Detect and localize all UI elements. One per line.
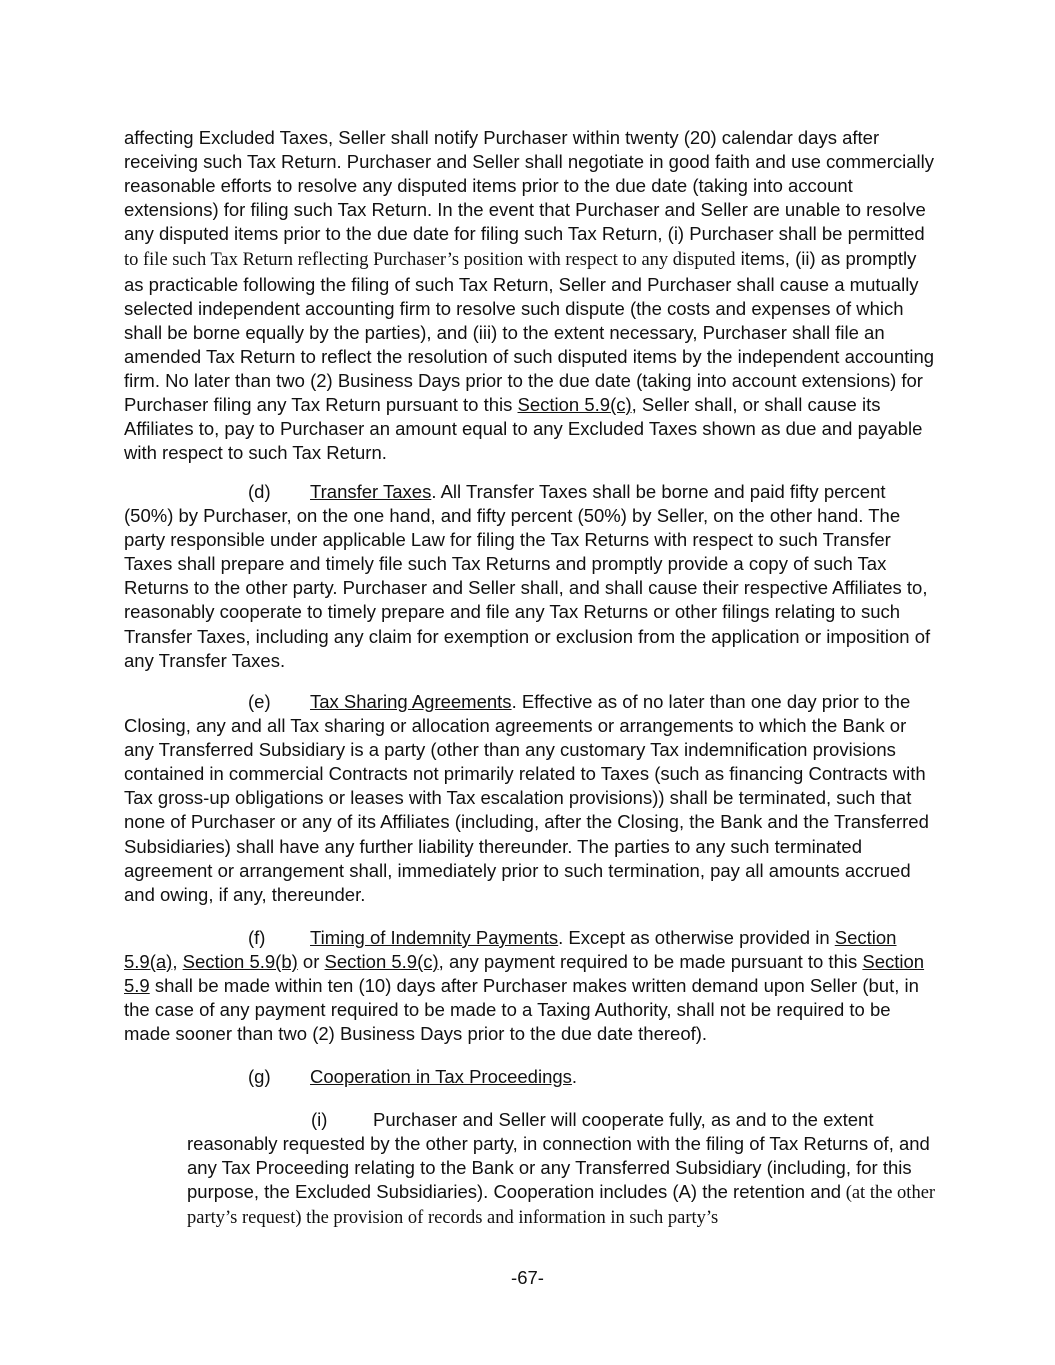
page-number: -67- [511,1267,544,1288]
section-heading-transfer-taxes: Transfer Taxes [310,481,432,502]
paragraph-cooperation-subsection-i [187,1108,937,1230]
section-reference-5-9-c: Section 5.9(c) [324,951,439,973]
paragraph-cooperation-in-tax-proceedings [248,1065,1055,1089]
section-reference-5-9-b: Section 5.9(b) [182,951,298,973]
section-heading-cooperation-in-tax-proceedings: Cooperation in Tax Proceedings [310,1066,572,1087]
section-label-f: (f) [248,927,266,948]
section-heading-timing-of-indemnity-payments: Timing of Indemnity Payments [310,927,559,948]
section-g-i-text-part-1: Purchaser and Seller will cooperate fully, as and to the extent reasonably requested by the other party, in connection with the filing of Tax Returns of, and any Tax Proceeding relating to the Bank or any Transferred Subsidiary (including, for this purpose, the Excluded Subsidiaries). Cooperation includes (A) the retention and [187,1109,930,1203]
intro-text-part-1: affecting Excluded Taxes, Seller shall notify Purchaser within twenty (20) calendar days after receiving such Tax Return. Purchaser and Seller shall negotiate in good faith and use commercially reasonable efforts to resolve any disputed items prior to the due date (taking into account extensions) for filing such Tax Return. In the event that Purchaser and Seller are unable to resolve any disputed items prior to the due date for filing such Tax Return, (i) Purchaser shall be permitted [124,127,934,245]
section-d-text: . All Transfer Taxes shall be borne and paid fifty percent (50%) by Purchaser, on the one hand, and fifty percent (50%) by Seller, on the other hand. The party responsible under applicable Law for filing the Tax Returns with respect to such Transfer Taxes shall prepare and timely file such Tax Returns and promptly provide a copy of such Tax Returns to the other party. Purchaser and Seller shall, and shall cause their respective Affiliates to, reasonably cooperate to timely prepare and file any Tax Returns or other filings relating to such Transfer Taxes, including any claim for exemption or exclusion from the application or imposition of any Transfer Taxes. [124,481,931,671]
section-f-text-part-3: shall be made within ten (10) days after Purchaser makes written demand upon Seller (but, in the case of any payment required to be made to a Taxing Authority, shall not be required to be made sooner than two (2) Business Days prior to the due date thereof). [124,975,919,1045]
section-g-i-text-part-2: (at the other party’s request) the provision of records and information in such party’s [187,1183,936,1229]
section-reference-5-9-a: Section 5.9(a) [124,927,897,973]
paragraph-transfer-taxes [124,480,936,673]
intro-text-part-3: items, (ii) as promptly as practicable following the filing of such Tax Return, Seller and Purchaser shall cause a mutually selected independent accounting firm to resolve such dispute (the costs and expenses of which shall be borne equally by the parties), and (iii) to the extent necessary, Purchaser shall file an amended Tax Return to reflect the resolution of such disputed items by the independent accounting firm. No later than two (2) Business Days prior to the due date (taking into account extensions) for Purchaser filing any Tax Return pursuant to this [124,248,935,416]
section-reference-5-9-c: Section 5.9(c) [517,394,632,416]
paragraph-tax-sharing-agreements [124,690,936,907]
paragraph-timing-of-indemnity-payments [124,926,936,1046]
section-f-text-part-2: , any payment required to be made pursuant to this [438,951,863,973]
intro-text-part-2: to file such Tax Return reflecting Purchaser’s position with respect to any disputed [124,250,736,271]
section-label-g: (g) [248,1066,271,1087]
section-label-g-i: (i) [311,1109,328,1130]
section-e-text: . Effective as of no later than one day prior to the Closing, any and all Tax sharing or allocation agreements or arrangements to which the Bank or any Transferred Subsidiary is a party (other than any customary Tax indemnification provisions contained in commercial Contracts not primarily related to Taxes (such as financing Contracts with Tax gross-up obligations or leases with Tax escalation provisions)) shall be terminated, such that none of Purchaser or any of its Affiliates (including, after the Closing, the Bank and the Transferred Subsidiaries) shall have any further liability thereunder. The parties to any such terminated agreement or arrangement shall, immediately prior to such termination, pay all amounts accrued and owing, if any, thereunder. [124,691,929,905]
paragraph-continuation [124,126,936,465]
section-f-separator-1: , [172,951,183,973]
intro-text-part-4: , Seller shall, or shall cause its Affiliates to, pay to Purchaser an amount equal to any Excluded Taxes shown as due and payable with respect to such Tax Return. [124,394,923,464]
section-f-text-part-1: . Except as otherwise provided in [558,927,835,948]
section-label-e: (e) [248,691,271,712]
section-label-d: (d) [248,481,271,502]
section-f-separator-2: or [297,951,325,973]
section-reference-5-9: Section 5.9 [124,951,925,997]
section-heading-tax-sharing-agreements: Tax Sharing Agreements [310,691,512,712]
section-g-period: . [571,1066,578,1087]
